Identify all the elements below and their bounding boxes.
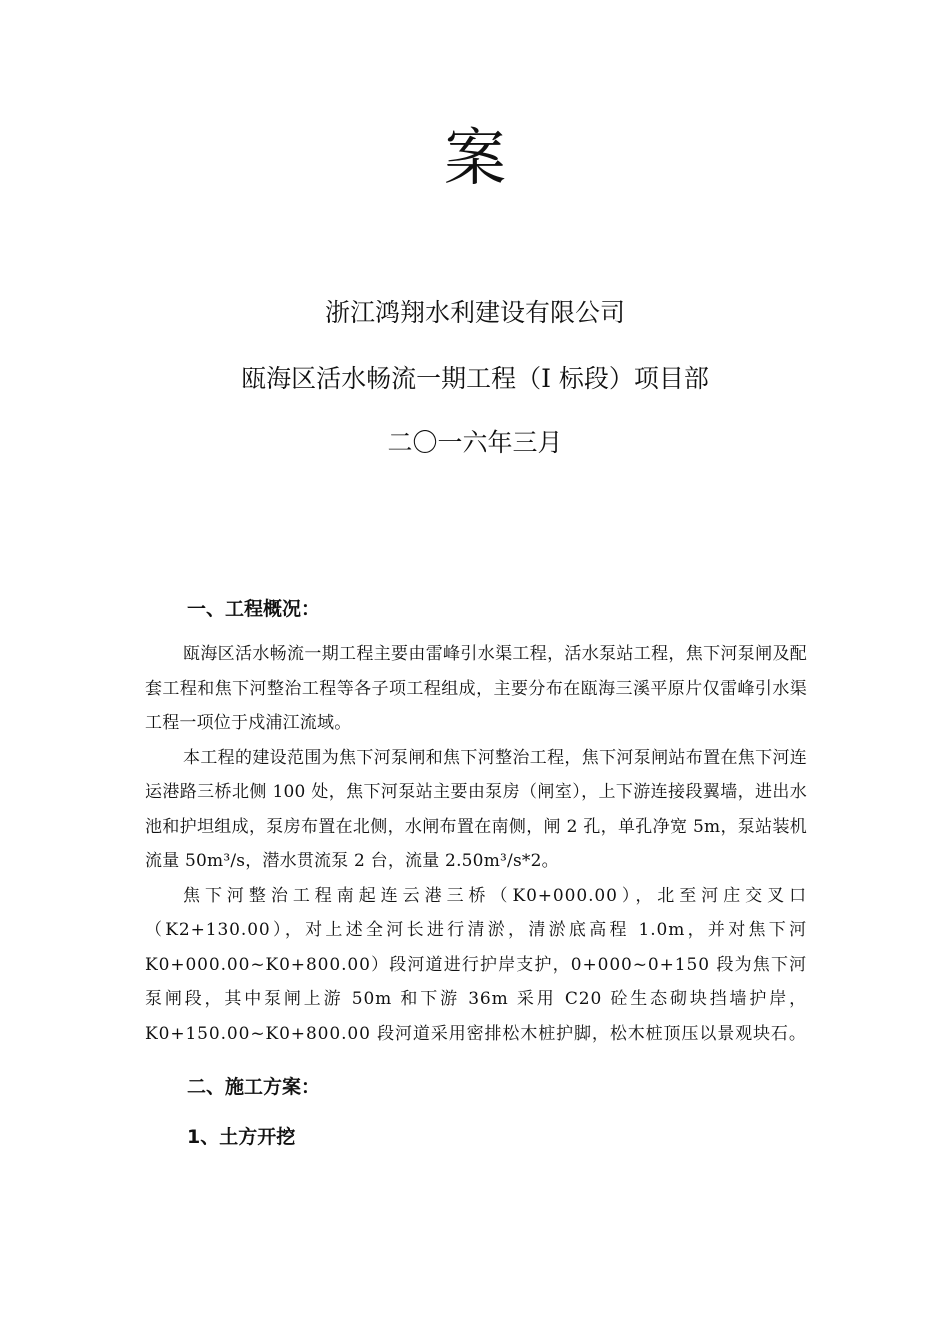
- project-department: 瓯海区活水畅流一期工程（I 标段）项目部: [241, 364, 709, 393]
- company-name: 浙江鸿翔水利建设有限公司: [324, 298, 625, 327]
- overview-paragraph-2: 本工程的建设范围为焦下河泵闸和焦下河整治工程，焦下河泵闸站布置在焦下河连运港路三桥北侧 100 处，焦下河泵站主要由泵房（闸室），上下游连接段翼墙，进出水池和护坦组成，泵房布置在北侧，水闸布置在南侧，闸 2 孔，单孔净宽 5m，泵站装机流量 50m³/s，潜水贯流泵 2 台，流量 2.50m³/s*2。: [145, 747, 807, 871]
- section-heading-overview: 一、工程概况：: [187, 598, 321, 620]
- subsection-heading-earthwork: 1、土方开挖: [187, 1126, 296, 1148]
- overview-paragraph-3: 焦下河整治工程南起连云港三桥（K0+000.00），北至河庄交叉口（K2+130.00），对上述全河长进行清淤，清淤底高程 1.0m，并对焦下河 K0+000.00~K0+800.00）段河道进行护岸支护，0+000~0+150 段为焦下河泵闸段，其中泵闸上游 50m 和下游 36m 采用 C20 砼生态砌块挡墙护岸，K0+150.00~K0+800.00 段河道采用密排松木桩护脚，松木桩顶压以景观块石。: [145, 885, 807, 1044]
- section-heading-construction-plan: 二、施工方案：: [187, 1076, 321, 1098]
- cover-title-char: 案: [443, 121, 506, 194]
- document-date: 二〇一六年三月: [387, 428, 563, 457]
- body-text: [145, 595, 807, 1151]
- overview-paragraph-1: 瓯海区活水畅流一期工程主要由雷峰引水渠工程，活水泵站工程，焦下河泵闸及配套工程和焦下河整治工程等各子项工程组成，主要分布在瓯海三溪平原片仅雷峰引水渠工程一项位于戍浦江流域。: [145, 644, 807, 733]
